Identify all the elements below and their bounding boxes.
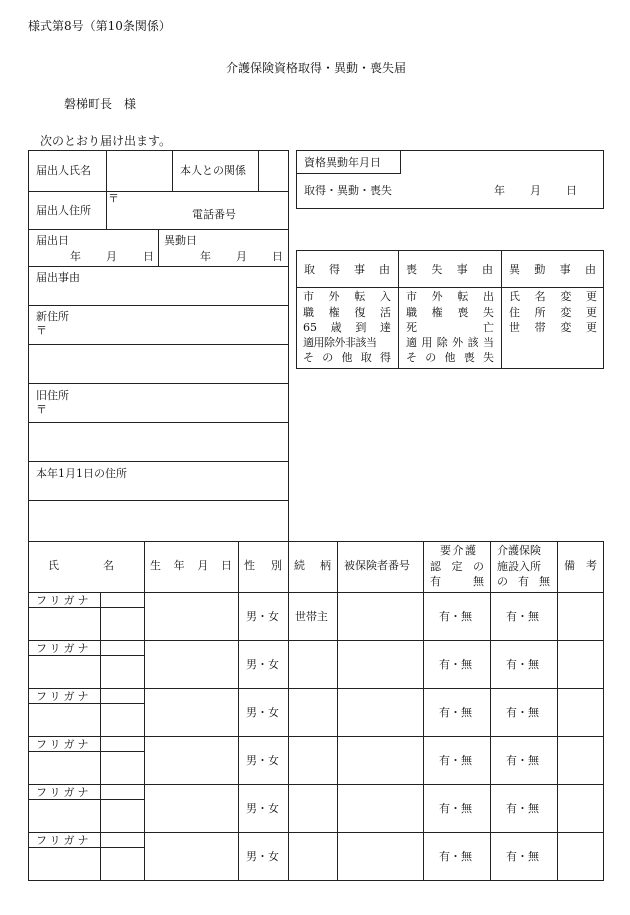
reason-item: 適 用 除 外 該 当 <box>406 336 494 349</box>
intro-text: 次のとおり届け出ます。 <box>40 134 172 148</box>
applicant-address-field[interactable] <box>107 192 288 229</box>
care-cert-option[interactable]: 有・無 <box>439 754 472 767</box>
change-box-month-unit: 月 <box>530 184 541 197</box>
sex-option[interactable]: 男・女 <box>246 802 279 815</box>
sex-option[interactable]: 男・女 <box>246 706 279 719</box>
reason-item: 職 権 喪 失 <box>406 306 494 319</box>
facility-option[interactable]: 有・無 <box>506 658 539 671</box>
sex-option[interactable]: 男・女 <box>246 658 279 671</box>
loss-header: 喪 失 事 由 <box>406 263 493 276</box>
old-address-field[interactable] <box>29 384 288 461</box>
birth-field[interactable] <box>145 641 238 688</box>
furigana-label: フリガナ <box>36 834 92 847</box>
applicant-address-label: 届出人住所 <box>36 204 91 217</box>
care-cert-option[interactable]: 有・無 <box>439 610 472 623</box>
change-header: 異 動 事 由 <box>509 263 596 276</box>
insured-no-field[interactable] <box>338 641 423 688</box>
remarks-field[interactable] <box>558 641 603 688</box>
birth-field[interactable] <box>145 833 238 880</box>
sex-option[interactable]: 男・女 <box>246 754 279 767</box>
birth-field[interactable] <box>145 785 238 832</box>
care-cert-option[interactable]: 有・無 <box>439 706 472 719</box>
facility-option[interactable]: 有・無 <box>506 850 539 863</box>
birth-field[interactable] <box>145 593 238 640</box>
new-address-label: 新住所 <box>36 310 69 323</box>
remarks-field[interactable] <box>558 593 603 640</box>
name-field[interactable] <box>29 848 100 879</box>
furigana-label: フリガナ <box>36 786 92 799</box>
header-sex: 性 別 <box>244 559 282 572</box>
reason-item: そ の 他 喪 失 <box>406 351 494 364</box>
reason-item: 適用除外非該当 <box>303 336 377 349</box>
reason-label: 届出事由 <box>36 271 80 284</box>
facility-option[interactable]: 有・無 <box>506 754 539 767</box>
header-insured-no: 被保険者番号 <box>344 559 410 572</box>
header-birth: 生 年 月 日 <box>150 559 232 572</box>
insured-no-field[interactable] <box>338 737 423 784</box>
applicant-name-field[interactable] <box>107 151 171 191</box>
reason-item: 職 権 復 活 <box>303 306 391 319</box>
remarks-field[interactable] <box>558 833 603 880</box>
header-name: 氏 名 <box>48 559 114 572</box>
name-field[interactable] <box>29 800 100 831</box>
filing-day-unit: 日 <box>143 250 154 263</box>
care-cert-option[interactable]: 有・無 <box>439 850 472 863</box>
change-day-unit: 日 <box>272 250 283 263</box>
reason-item: 65 歳 到 達 <box>303 321 391 334</box>
facility-option[interactable]: 有・無 <box>506 802 539 815</box>
header-facility-2: 施設入所 <box>497 560 541 573</box>
header-facility-3: の 有 無 <box>497 575 550 588</box>
sex-option[interactable]: 男・女 <box>246 610 279 623</box>
facility-option[interactable]: 有・無 <box>506 610 539 623</box>
relation-field[interactable] <box>259 151 288 191</box>
insured-no-field[interactable] <box>338 689 423 736</box>
facility-option[interactable]: 有・無 <box>506 706 539 719</box>
name-field[interactable] <box>29 608 100 639</box>
change-box-day-unit: 日 <box>566 184 577 197</box>
new-address-field[interactable] <box>29 306 288 383</box>
name-field[interactable] <box>29 656 100 687</box>
remarks-field[interactable] <box>558 689 603 736</box>
header-care-2: 認 定 の <box>430 560 484 573</box>
acquisition-header: 取 得 事 由 <box>304 263 390 276</box>
change-date-label: 異動日 <box>164 234 197 247</box>
reason-item: 市 外 転 出 <box>406 290 494 303</box>
postal-mark: 〒 <box>108 192 119 205</box>
insured-no-field[interactable] <box>338 833 423 880</box>
applicant-name-label: 届出人氏名 <box>36 164 91 177</box>
birth-field[interactable] <box>145 689 238 736</box>
addressee: 磐梯町長 様 <box>64 97 137 111</box>
name-field[interactable] <box>29 752 100 783</box>
change-box-year-unit: 年 <box>494 184 505 197</box>
filing-month-unit: 月 <box>106 250 117 263</box>
header-remarks: 備 考 <box>564 559 597 572</box>
phone-label: 電話番号 <box>192 208 236 221</box>
new-address-postal-mark: 〒 <box>36 324 47 337</box>
change-date-box-label: 資格異動年月日 <box>304 156 381 169</box>
reason-item: 氏 名 変 更 <box>509 290 597 303</box>
care-cert-option[interactable]: 有・無 <box>439 658 472 671</box>
old-address-postal-mark: 〒 <box>36 403 47 416</box>
relation-label: 本人との関係 <box>180 164 246 177</box>
jan1-address-field[interactable] <box>29 462 288 541</box>
name-field[interactable] <box>29 704 100 735</box>
birth-field[interactable] <box>145 737 238 784</box>
header-care-1: 要 介 護 <box>440 544 476 557</box>
header-facility-1: 介護保険 <box>497 544 541 557</box>
furigana-label: フリガナ <box>36 642 92 655</box>
change-year-unit: 年 <box>200 250 211 263</box>
header-care-3: 有 無 <box>430 575 484 588</box>
filing-date-label: 届出日 <box>36 234 69 247</box>
insured-no-field[interactable] <box>338 593 423 640</box>
furigana-label: フリガナ <box>36 690 92 703</box>
care-cert-option[interactable]: 有・無 <box>439 802 472 815</box>
furigana-label: フリガナ <box>36 738 92 751</box>
reason-item: 死 亡 <box>406 321 494 334</box>
change-month-unit: 月 <box>236 250 247 263</box>
header-relation: 続 柄 <box>294 559 331 572</box>
reason-item: そ の 他 取 得 <box>303 351 391 364</box>
jan1-address-label: 本年1月1日の住所 <box>36 467 127 480</box>
reason-item: 世 帯 変 更 <box>509 321 597 334</box>
remarks-field[interactable] <box>558 785 603 832</box>
reason-item: 市 外 転 入 <box>303 290 391 303</box>
insured-no-field[interactable] <box>338 785 423 832</box>
sex-option[interactable]: 男・女 <box>246 850 279 863</box>
reason-item: 住 所 変 更 <box>509 306 597 319</box>
remarks-field[interactable] <box>558 737 603 784</box>
change-types: 取得・異動・喪失 <box>304 184 392 197</box>
old-address-label: 旧住所 <box>36 389 69 402</box>
filing-year-unit: 年 <box>70 250 81 263</box>
reason-field[interactable] <box>29 267 288 305</box>
form-title: 介護保険資格取得・異動・喪失届 <box>226 61 407 75</box>
form-number: 様式第8号（第10条関係） <box>28 19 171 33</box>
furigana-label: フリガナ <box>36 594 92 607</box>
relation-value: 世帯主 <box>295 610 328 623</box>
